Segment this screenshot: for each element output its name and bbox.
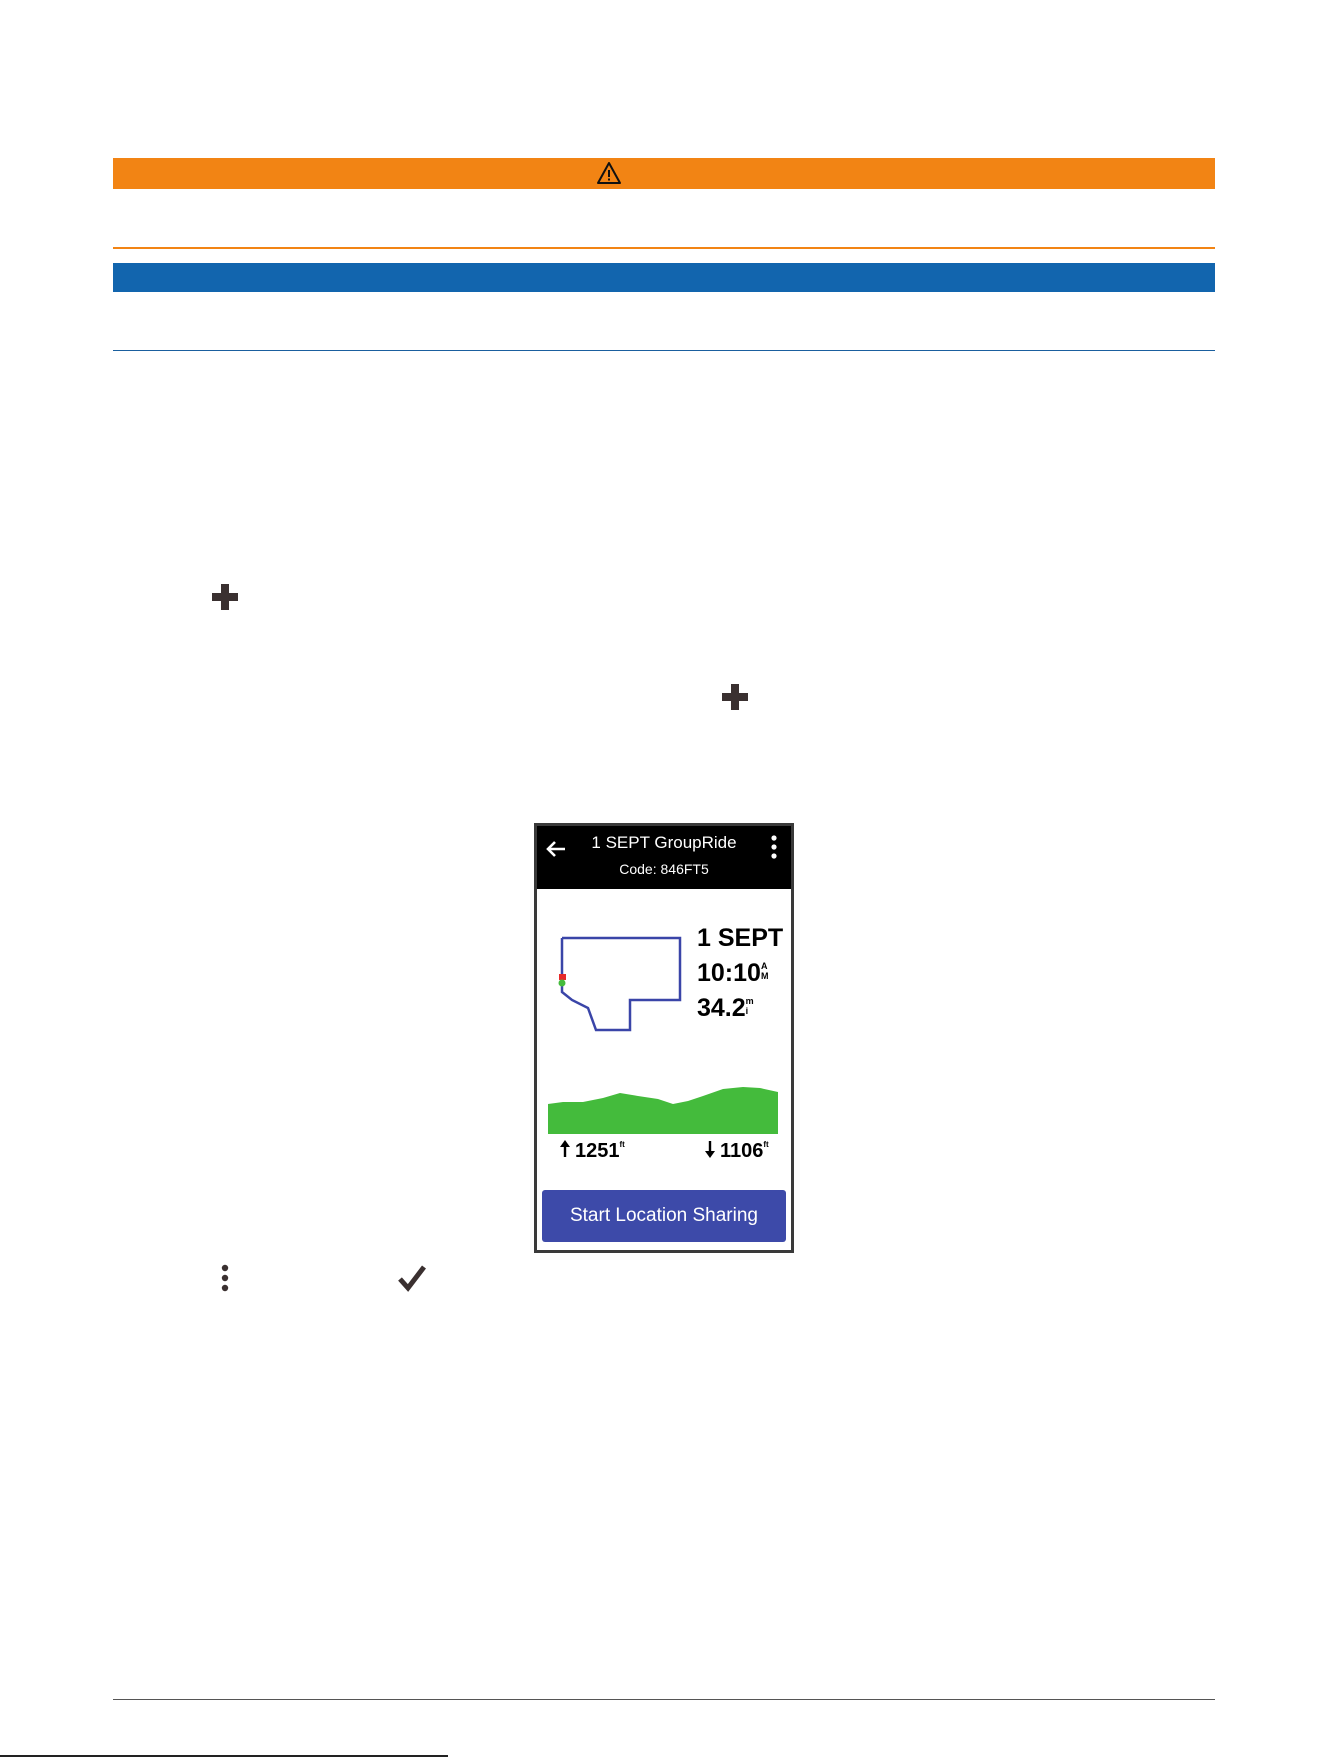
group-ride-title: 1 SEPT GroupRide bbox=[591, 833, 737, 852]
total-descent-value: 1106 bbox=[720, 1140, 764, 1162]
ride-distance-unit-bottom: i bbox=[745, 1006, 749, 1016]
back-arrow-icon[interactable] bbox=[544, 838, 568, 860]
ride-distance bbox=[697, 994, 754, 1023]
check-icon bbox=[397, 1263, 427, 1293]
plus-icon bbox=[720, 682, 750, 712]
screen-header bbox=[537, 826, 791, 889]
ride-distance-value: 34.2 bbox=[697, 994, 746, 1022]
total-ascent bbox=[559, 1140, 625, 1163]
group-ride-code: Code: 846FT5 bbox=[619, 861, 709, 877]
start-location-sharing-button[interactable]: Start Location Sharing bbox=[542, 1190, 786, 1242]
ride-time bbox=[697, 959, 768, 988]
total-descent-unit: ft bbox=[763, 1140, 769, 1149]
elevation-profile bbox=[548, 1084, 778, 1134]
route-start-marker bbox=[559, 980, 566, 987]
warning-divider bbox=[113, 247, 1215, 249]
ride-time-unit-top: A bbox=[760, 961, 768, 971]
ride-distance-unit-top: m bbox=[745, 996, 754, 1006]
elevation-area bbox=[548, 1087, 778, 1134]
total-ascent-value: 1251 bbox=[575, 1140, 620, 1162]
ride-time-value: 10:10 bbox=[697, 959, 761, 987]
ride-date: 1 SEPT bbox=[697, 924, 784, 952]
notice-bar bbox=[113, 263, 1215, 292]
plus-icon bbox=[210, 582, 240, 612]
footer-divider bbox=[113, 1699, 1215, 1700]
arrow-up-icon bbox=[559, 1140, 571, 1158]
more-options-icon bbox=[216, 1263, 234, 1293]
notice-divider bbox=[113, 350, 1215, 351]
route-end-marker bbox=[559, 974, 566, 980]
route-line bbox=[562, 938, 680, 1030]
total-ascent-unit: ft bbox=[619, 1140, 625, 1149]
warning-triangle-icon bbox=[596, 161, 622, 185]
bottom-edge-line bbox=[0, 1755, 448, 1757]
more-options-icon[interactable] bbox=[768, 834, 780, 860]
device-screen bbox=[534, 823, 794, 1253]
warning-bar bbox=[113, 158, 1215, 189]
total-descent bbox=[704, 1140, 769, 1163]
ride-time-unit bbox=[761, 961, 769, 981]
route-map bbox=[552, 936, 682, 1046]
arrow-down-icon bbox=[704, 1140, 716, 1158]
ride-time-unit-bottom: M bbox=[760, 971, 769, 981]
ride-distance-unit bbox=[746, 996, 754, 1016]
